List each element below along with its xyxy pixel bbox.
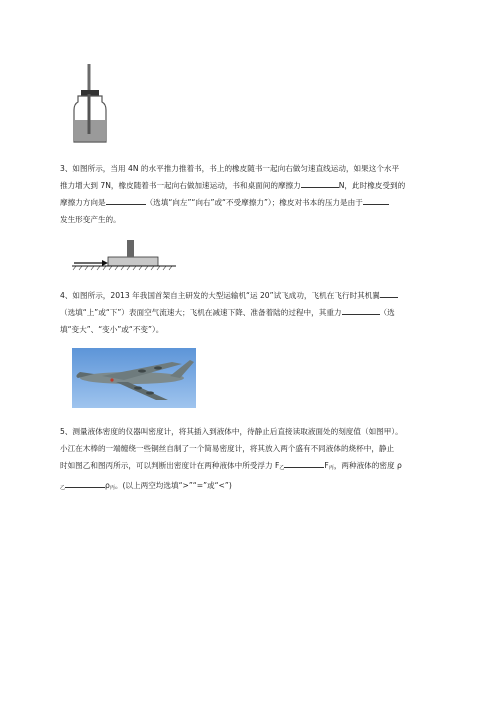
answer-blank-wing-surface[interactable] (380, 288, 398, 298)
question-4 (60, 287, 452, 338)
q4-line-2 (60, 304, 452, 321)
q3-line-3 (60, 194, 452, 211)
q4-line-3: 填“变大”、“变小”或“不变”）。 (60, 325, 164, 334)
book-eraser-figure (70, 236, 180, 272)
q5-line-3-text-c: ，两种液体的密度 ρ (333, 461, 402, 470)
subscript-bing-2: 丙 (109, 485, 115, 491)
q5-line-3-text-b: F (324, 461, 329, 470)
q4-line-2-text-b: （选 (379, 308, 395, 317)
q4-line-2-text: （选填“上”或“下”）表面空气流速大；飞机在减速下降、准备着陆的过程中，其重力 (60, 308, 342, 317)
subscript-yi-2: 乙 (60, 485, 66, 491)
q5-line-3-text: 时如图乙和图丙所示，可以判断出密度计在两种液体中所受浮力 F (60, 461, 280, 470)
q5-line-4-text: 。(以上两空均选填“>”“=”或“<”) (114, 481, 232, 490)
q3-line-2 (60, 177, 452, 194)
answer-blank-gravity[interactable] (342, 305, 380, 315)
rho-symbol: ρ (105, 481, 110, 490)
q3-line-1: 3、如图所示，当用 4N 的水平推力推着书，书上的橡皮随书一起向右做匀速直线运动，如果这个水平 (60, 164, 400, 173)
q3-line-3-text-b: （选填“向左”“向右”或“不受摩擦力”）；橡皮对书本的压力是由于 (145, 198, 363, 207)
subscript-yi: 乙 (279, 465, 285, 471)
answer-blank-buoyancy[interactable] (284, 458, 324, 468)
q5-line-4 (60, 477, 452, 497)
answer-blank-friction[interactable] (301, 178, 339, 188)
question-5 (60, 423, 452, 497)
answer-blank-density[interactable] (65, 478, 105, 488)
q5-line-3 (60, 457, 452, 477)
transport-aircraft-photo (72, 348, 196, 408)
q5-line-1: 5、测量液体密度的仪器叫密度计，将其插入到液体中，待静止后直接读取液面处的刻度值（如图甲）。 (60, 427, 403, 436)
answer-blank-deformation[interactable] (363, 195, 389, 205)
answer-blank-direction[interactable] (106, 195, 146, 205)
q3-line-2-text: 推力增大到 7N，橡皮随着书一起向右做加速运动，书和桌面间的摩擦力 (60, 181, 301, 190)
q3-line-3-text: 摩擦力方向是 (60, 198, 106, 207)
density-meter-beaker-figure (72, 64, 108, 146)
q3-line-4: 发生形变产生的。 (60, 215, 121, 224)
q4-line-1-text: 4、如图所示，2013 年我国首架自主研发的大型运输机“运 20”试飞成功，飞机在飞行时其机翼 (60, 291, 380, 300)
q4-line-1 (60, 287, 452, 304)
q3-line-2-text-b: N，此时橡皮受到的 (338, 181, 406, 190)
question-3 (60, 160, 452, 228)
q5-line-2: 小江在木棒的一端缠绕一些铜丝自制了一个简易密度计，将其放入两个盛有不同液体的烧杯中，静止 (60, 444, 395, 453)
subscript-bing: 丙 (328, 465, 334, 471)
